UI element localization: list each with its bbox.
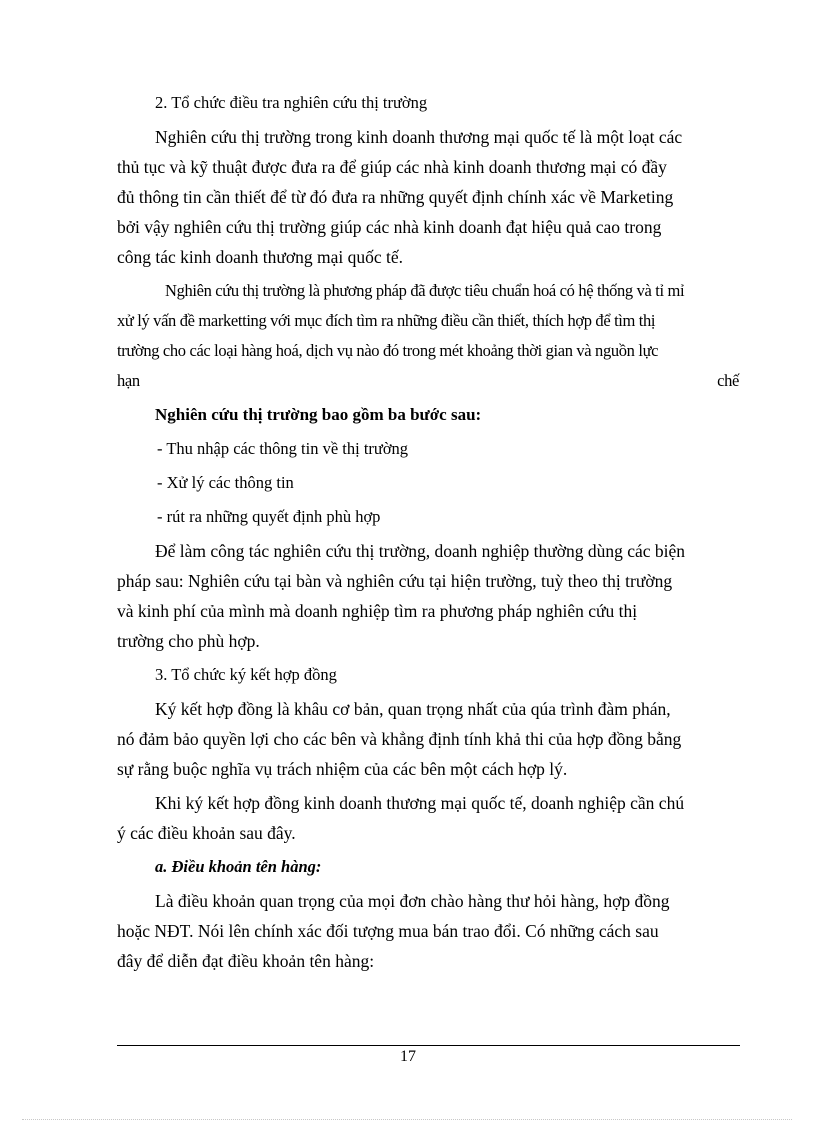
footer-divider: [117, 1045, 740, 1046]
text-line: xử lý vấn đề marketting với mục đích tìm ra những điều cần thiết, thích hợp để tìm thị: [117, 311, 656, 330]
section-3-paragraph-1: [117, 694, 739, 784]
step-item-3: - rút ra những quyết định phù hợp: [157, 507, 381, 526]
text-line: hoặc NĐT. Nói lên chính xác đối tượng mua bán trao đổi. Có những cách sau: [117, 921, 659, 941]
section-3-paragraph-2: [117, 788, 739, 848]
text-line: đủ thông tin cần thiết để từ đó đưa ra những quyết định chính xác về Marketing: [117, 187, 674, 207]
text-line: Ký kết hợp đồng là khâu cơ bản, quan trọng nhất của qúa trình đàm phán,: [155, 699, 671, 719]
text-line: pháp sau: Nghiên cứu tại bàn và nghiên cứu tại hiện trường, tuỳ theo thị trường: [117, 571, 673, 591]
page-number: 17: [400, 1048, 416, 1065]
steps-heading: Nghiên cứu thị trường bao gồm ba bước sau:: [155, 405, 482, 424]
section-2-heading: 2. Tổ chức điều tra nghiên cứu thị trường: [155, 93, 428, 112]
text-line: Nghiên cứu thị trường trong kinh doanh thương mại quốc tế là một loạt các: [155, 127, 683, 147]
text-line: bởi vậy nghiên cứu thị trường giúp các nhà kinh doanh đạt hiệu quả cao trong: [117, 217, 662, 237]
step-item-1: - Thu nhập các thông tin về thị trường: [157, 439, 409, 458]
text-line: Nghiên cứu thị trường là phương pháp đã được tiêu chuẩn hoá có hệ thống và tỉ mỉ: [165, 281, 685, 300]
section-2-paragraph-3: [117, 536, 739, 656]
text-line: công tác kinh doanh thương mại quốc tế.: [117, 247, 404, 267]
step-item-2: - Xử lý các thông tin: [157, 473, 294, 492]
clause-a-heading: a. Điều khoản tên hàng:: [155, 857, 322, 876]
text-line: thủ tục và kỹ thuật được đưa ra để giúp các nhà kinh doanh thương mại có đầy: [117, 157, 667, 177]
text-line: Để làm công tác nghiên cứu thị trường, doanh nghiệp thường dùng các biện: [155, 541, 686, 561]
page-bottom-edge: [22, 1119, 792, 1120]
text-line: và kinh phí của mình mà doanh nghiệp tìm ra phương pháp nghiên cứu thị: [117, 601, 638, 621]
text-line: ý các điều khoản sau đây.: [117, 823, 296, 843]
section-3-paragraph-3: [117, 886, 739, 976]
text-line: trường cho các loại hàng hoá, dịch vụ nào đó trong mét khoảng thời gian và nguồn lực: [117, 341, 659, 360]
text-line: Là điều khoản quan trọng của mọi đơn chào hàng thư hỏi hàng, hợp đồng: [155, 891, 670, 911]
section-2-paragraph-1: [117, 122, 739, 272]
text-line: hạn chế: [117, 371, 739, 390]
text-line: sự rằng buộc nghĩa vụ trách nhiệm của các bên một cách hợp lý.: [117, 759, 568, 779]
page-content: [117, 88, 739, 980]
text-line: đây để diễn đạt điều khoản tên hàng:: [117, 951, 375, 971]
section-3-heading: 3. Tổ chức ký kết hợp đồng: [155, 665, 337, 684]
text-line: nó đảm bảo quyền lợi cho các bên và khẳng định tính khả thi của hợp đồng bằng: [117, 729, 682, 749]
text-line: Khi ký kết hợp đồng kinh doanh thương mại quốc tế, doanh nghiệp cần chú: [155, 793, 685, 813]
text-line: trường cho phù hợp.: [117, 631, 260, 651]
section-2-paragraph-2: [117, 276, 739, 396]
